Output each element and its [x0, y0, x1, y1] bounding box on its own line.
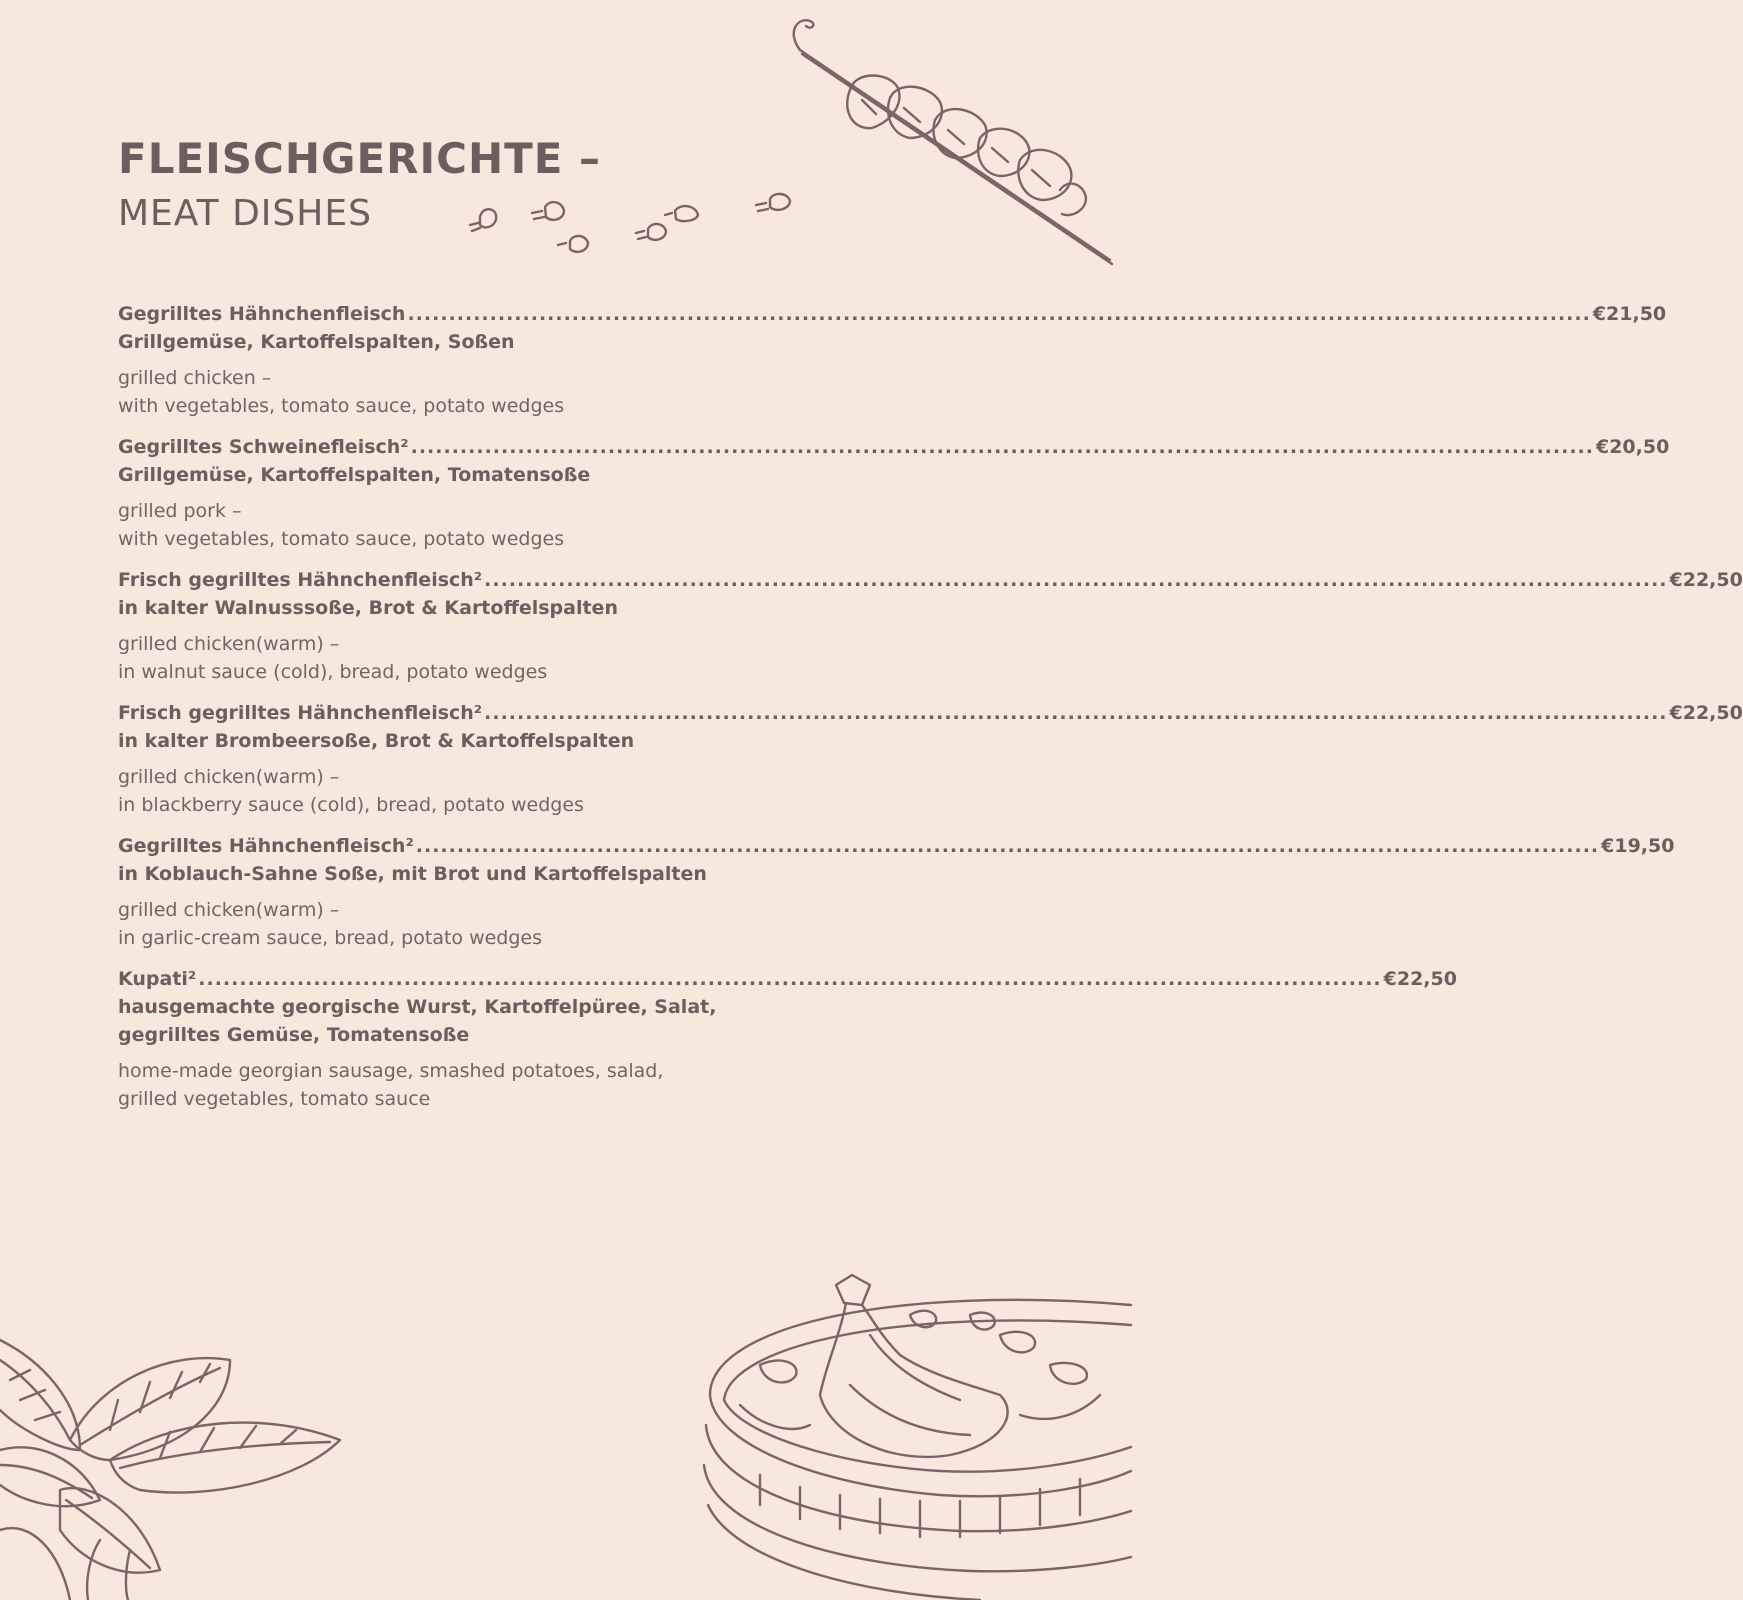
menu-item: [118, 433, 1670, 553]
description-line: grilled chicken(warm) –: [118, 633, 340, 655]
description-line: home-made georgian sausage, smashed potatoes, salad,: [118, 1060, 664, 1082]
dish-description-german: in kalter Brombeersoße, Brot & Kartoffelspalten: [118, 730, 635, 752]
dish-description-english: [118, 1057, 766, 1113]
dish-price: €21,50: [1592, 303, 1667, 325]
dish-name: Gegrilltes Schweinefleisch²: [118, 436, 409, 458]
menu-item: [118, 699, 1743, 819]
menu-item: [118, 965, 1457, 1113]
dot-leader: ................................................................................................................................................: [415, 835, 1600, 857]
dish-name: Frisch gegrilltes Hähnchenfleisch²: [118, 569, 483, 591]
dish-name: Gegrilltes Hähnchenfleisch: [118, 303, 406, 325]
dish-description-english: [118, 364, 766, 420]
dish-description-german: in Koblauch-Sahne Soße, mit Brot und Kartoffelspalten: [118, 863, 707, 885]
menu-item-header: [118, 300, 1667, 328]
dish-description-german: [118, 993, 766, 1049]
basil-leaves-illustration: [0, 1340, 350, 1600]
description-line: grilled chicken(warm) –: [118, 899, 340, 921]
title-english: MEAT DISHES: [118, 193, 372, 234]
skewer-illustration: [780, 10, 1130, 270]
description-line: gegrilltes Gemüse, Tomatensoße: [118, 1024, 470, 1046]
dish-description-english: [118, 630, 766, 686]
dish-description-english: [118, 896, 766, 952]
description-line: grilled chicken(warm) –: [118, 766, 340, 788]
dish-description-german: in kalter Walnusssoße, Brot & Kartoffelspalten: [118, 597, 618, 619]
dish-name: Kupati²: [118, 968, 197, 990]
dish-price: €19,50: [1601, 835, 1675, 857]
dot-leader: ................................................................................................................................................: [407, 303, 1591, 325]
description-line: in garlic-cream sauce, bread, potato wedges: [118, 927, 543, 949]
menu-item-header: [118, 433, 1670, 461]
stew-bowl-illustration: [700, 1275, 1131, 1600]
dot-leader: ................................................................................................................................................: [198, 968, 1382, 990]
menu-item: [118, 832, 1675, 952]
dish-name: Gegrilltes Hähnchenfleisch²: [118, 835, 414, 857]
description-line: in walnut sauce (cold), bread, potato wedges: [118, 661, 548, 683]
menu-item-header: [118, 832, 1675, 860]
menu-item-header: [118, 566, 1743, 594]
description-line: in blackberry sauce (cold), bread, potato wedges: [118, 794, 584, 816]
dot-leader: ................................................................................................................................................: [484, 569, 1668, 591]
description-line: grilled pork –: [118, 500, 242, 522]
description-line: grilled vegetables, tomato sauce: [118, 1088, 431, 1110]
dish-price: €22,50: [1669, 569, 1743, 591]
menu-item-header: [118, 699, 1743, 727]
title-german: FLEISCHGERICHTE –: [118, 134, 602, 183]
menu-item: [118, 300, 1667, 420]
description-line: with vegetables, tomato sauce, potato wedges: [118, 395, 565, 417]
description-line: with vegetables, tomato sauce, potato wedges: [118, 528, 565, 550]
page-title: [118, 134, 602, 234]
dish-description-english: [118, 497, 766, 553]
dot-leader: ................................................................................................................................................: [410, 436, 1594, 458]
menu-item-header: [118, 965, 1457, 993]
dish-price: €22,50: [1669, 702, 1743, 724]
menu-item: [118, 566, 1743, 686]
dish-name: Frisch gegrilltes Hähnchenfleisch²: [118, 702, 483, 724]
description-line: hausgemachte georgische Wurst, Kartoffelpüree, Salat,: [118, 996, 717, 1018]
dish-description-german: Grillgemüse, Kartoffelspalten, Soßen: [118, 331, 515, 353]
menu-list: [118, 300, 1743, 1126]
dish-price: €22,50: [1383, 968, 1457, 990]
description-line: grilled chicken –: [118, 367, 272, 389]
dish-description-english: [118, 763, 766, 819]
dish-description-german: Grillgemüse, Kartoffelspalten, Tomatensoße: [118, 464, 591, 486]
dish-price: €20,50: [1595, 436, 1670, 458]
dot-leader: ................................................................................................................................................: [484, 702, 1668, 724]
